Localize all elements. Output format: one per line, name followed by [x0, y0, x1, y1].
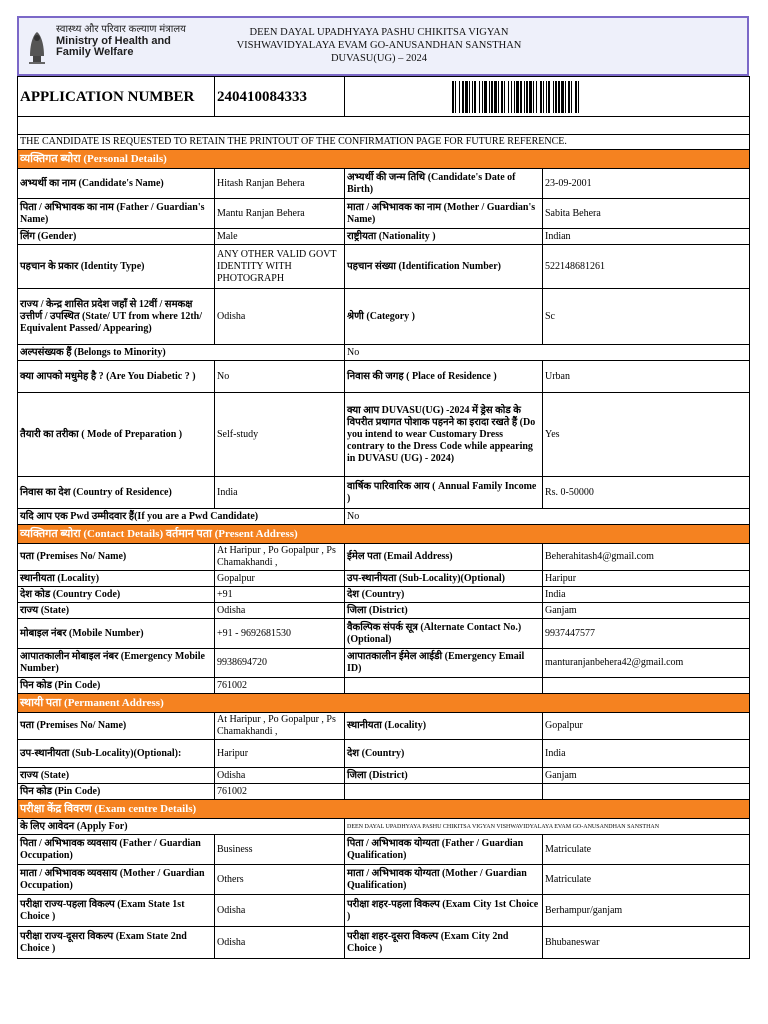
minority-label: अल्पसंख्यक हैं (Belongs to Minority): [18, 345, 345, 361]
apply-for-label: के लिए आवेदन (Apply For): [18, 819, 345, 835]
application-number-value: 240410084333: [215, 77, 345, 117]
preparation-mode-label: तैयारी का तरीका ( Mode of Preparation ): [18, 393, 215, 477]
pwd-value: No: [345, 509, 750, 525]
father-name-label: पिता / अभिभावक का नाम (Father / Guardian's Name): [18, 199, 215, 229]
nationality-value: Indian: [543, 229, 750, 245]
state-12th-value: Odisha: [215, 289, 345, 345]
permanent-district-label: जिला (District): [345, 768, 543, 784]
present-state-label: राज्य (State): [18, 603, 215, 619]
annual-income-label: वार्षिक पारिवारिक आय ( Annual Family Income ): [345, 477, 543, 509]
national-emblem-icon: [26, 26, 48, 66]
apply-for-value: DEEN DAYAL UPADHYAYA PASHU CHIKITSA VIGYAN VISHWAVIDYALAYA EVAM GO-ANUSANDHAN SANSTHAN: [345, 819, 750, 835]
exam-city-2-label: परीक्षा शहर-दूसरा विकल्प (Exam City 2nd Choice ): [345, 927, 543, 959]
mobile-label: मोबाइल नंबर (Mobile Number): [18, 619, 215, 649]
application-number-label: APPLICATION NUMBER: [18, 77, 215, 117]
present-locality-value: Gopalpur: [215, 571, 345, 587]
email-label: ईमेल पता (Email Address): [345, 544, 543, 571]
empty-cell: [345, 784, 543, 800]
exam-state-2-label: परीक्षा राज्य-दूसरा विकल्प (Exam State 2nd Choice ): [18, 927, 215, 959]
exam-city-1-label: परीक्षा शहर-पहला विकल्प (Exam City 1st Choice ): [345, 895, 543, 927]
father-occupation-value: Business: [215, 835, 345, 865]
permanent-premises-value: At Haripur , Po Gopalpur , Ps Chamakhandi ,: [215, 713, 345, 740]
emergency-mobile-label: आपातकालीन मोबाइल नंबर (Emergency Mobile Number): [18, 649, 215, 678]
barcode-stripe: [579, 81, 581, 113]
empty-cell: [543, 678, 750, 694]
present-pin-value: 761002: [215, 678, 345, 694]
pwd-label: यदि आप एक Pwd उम्मीदवार हैं(If you are a Pwd Candidate): [18, 509, 345, 525]
present-district-label: जिला (District): [345, 603, 543, 619]
mother-name-label: माता / अभिभावक का नाम (Mother / Guardian's Name): [345, 199, 543, 229]
exam-state-1-label: परीक्षा राज्य-पहला विकल्प (Exam State 1st Choice ): [18, 895, 215, 927]
identity-type-label: पहचान के प्रकार (Identity Type): [18, 245, 215, 289]
exam-state-2-value: Odisha: [215, 927, 345, 959]
present-locality-label: स्थानीयता (Locality): [18, 571, 215, 587]
permanent-district-value: Ganjam: [543, 768, 750, 784]
exam-state-1-value: Odisha: [215, 895, 345, 927]
diabetic-label: क्या आपको मधुमेह है ? (Are You Diabetic ? ): [18, 361, 215, 393]
state-12th-label: राज्य / केन्द्र शासित प्रदेश जहाँ से 12वीं / समकक्ष उत्तीर्ण / उपस्थित (State/ UT from where 12th/ Equivalent Passed/ Appearing): [18, 289, 215, 345]
candidate-name-value: Hitash Ranjan Behera: [215, 169, 345, 199]
emergency-email-label: आपातकालीन ईमेल आईडी (Emergency Email ID): [345, 649, 543, 678]
residence-place-value: Urban: [543, 361, 750, 393]
university-title: [199, 26, 559, 65]
ministry-english-2: Family Welfare: [56, 46, 134, 58]
permanent-premises-label: पता (Premises No/ Name): [18, 713, 215, 740]
customary-dress-label: क्या आप DUVASU(UG) -2024 में ड्रेस कोड के विपरीत प्रथागत पोशाक पहनने का इरादा रखते हैं (Do you intend to wear Customary Dress contrary to the Dress Code while appearing in DUVASU (UG) - 2024): [345, 393, 543, 477]
nationality-label: राष्ट्रीयता (Nationality ): [345, 229, 543, 245]
permanent-pin-value: 761002: [215, 784, 345, 800]
dob-value: 23-09-2001: [543, 169, 750, 199]
father-qualification-value: Matriculate: [543, 835, 750, 865]
permanent-sublocality-value: Haripur: [215, 740, 345, 768]
country-residence-value: India: [215, 477, 345, 509]
university-line-3: DUVASU(UG) – 2024: [330, 53, 428, 64]
customary-dress-value: Yes: [543, 393, 750, 477]
minority-value: No: [345, 345, 750, 361]
mother-qualification-value: Matriculate: [543, 865, 750, 895]
father-occupation-label: पिता / अभिभावक व्यवसाय (Father / Guardian Occupation): [18, 835, 215, 865]
mother-qualification-label: माता / अभिभावक योग्यता (Mother / Guardian Qualification): [345, 865, 543, 895]
university-line-2: VISHWAVIDYALAYA EVAM GO-ANUSANDHAN SANSTHAN: [236, 40, 522, 51]
permanent-sublocality-label: उप-स्थानीयता (Sub-Locality)(Optional):: [18, 740, 215, 768]
email-value: Beherahitash4@gmail.com: [543, 544, 750, 571]
permanent-locality-value: Gopalpur: [543, 713, 750, 740]
present-pin-label: पिन कोड (Pin Code): [18, 678, 215, 694]
candidate-name-label: अभ्यर्थी का नाम (Candidate's Name): [18, 169, 215, 199]
confirmation-table: [17, 76, 750, 959]
category-label: श्रेणी (Category ): [345, 289, 543, 345]
present-country-value: India: [543, 587, 750, 603]
alternate-contact-value: 9937447577: [543, 619, 750, 649]
dob-label: अभ्यर्थी की जन्म तिथि (Candidate's Date of Birth): [345, 169, 543, 199]
emergency-email-value: manturanjanbehera42@gmail.com: [543, 649, 750, 678]
present-sublocality-label: उप-स्थानीयता (Sub-Locality)(Optional): [345, 571, 543, 587]
mother-occupation-label: माता / अभिभावक व्यवसाय (Mother / Guardian Occupation): [18, 865, 215, 895]
page-header: [17, 16, 749, 76]
barcode-cell: [345, 77, 750, 117]
permanent-state-value: Odisha: [215, 768, 345, 784]
section-contact-details: व्यक्तिगत ब्योरा (Contact Details) वर्तमान पता (Present Address): [18, 525, 750, 544]
identity-type-value: ANY OTHER VALID GOVT IDENTITY WITH PHOTOGRAPH: [215, 245, 345, 289]
permanent-locality-label: स्थानीयता (Locality): [345, 713, 543, 740]
present-country-label: देश (Country): [345, 587, 543, 603]
section-exam-centre: परीक्षा केंद्र विवरण (Exam centre Details): [18, 800, 750, 819]
empty-cell: [543, 784, 750, 800]
permanent-state-label: राज्य (State): [18, 768, 215, 784]
identification-number-value: 522148681261: [543, 245, 750, 289]
present-premises-label: पता (Premises No/ Name): [18, 544, 215, 571]
alternate-contact-label: वैकल्पिक संपर्क सूत्र (Alternate Contact No.) (Optional): [345, 619, 543, 649]
ministry-logo-text: [56, 24, 186, 58]
section-permanent-address: स्थायी पता (Permanent Address): [18, 694, 750, 713]
permanent-country-value: India: [543, 740, 750, 768]
gender-label: लिंग (Gender): [18, 229, 215, 245]
exam-city-1-value: Berhampur/ganjam: [543, 895, 750, 927]
diabetic-value: No: [215, 361, 345, 393]
preparation-mode-value: Self-study: [215, 393, 345, 477]
retain-notice: THE CANDIDATE IS REQUESTED TO RETAIN THE PRINTOUT OF THE CONFIRMATION PAGE FOR FUTURE REFERENCE.: [18, 135, 750, 150]
permanent-pin-label: पिन कोड (Pin Code): [18, 784, 215, 800]
country-code-label: देश कोड (Country Code): [18, 587, 215, 603]
annual-income-value: Rs. 0-50000: [543, 477, 750, 509]
mother-name-value: Sabita Behera: [543, 199, 750, 229]
ministry-hindi: स्वास्थ्य और परिवार कल्याण मंत्रालय: [56, 24, 186, 35]
identification-number-label: पहचान संख्या (Identification Number): [345, 245, 543, 289]
application-row: [18, 77, 750, 117]
country-residence-label: निवास का देश (Country of Residence): [18, 477, 215, 509]
country-code-value: +91: [215, 587, 345, 603]
university-line-1: DEEN DAYAL UPADHYAYA PASHU CHIKITSA VIGYAN: [249, 27, 509, 38]
father-qualification-label: पिता / अभिभावक योग्यता (Father / Guardian Qualification): [345, 835, 543, 865]
residence-place-label: निवास की जगह ( Place of Residence ): [345, 361, 543, 393]
present-sublocality-value: Haripur: [543, 571, 750, 587]
present-state-value: Odisha: [215, 603, 345, 619]
exam-city-2-value: Bhubaneswar: [543, 927, 750, 959]
mother-occupation-value: Others: [215, 865, 345, 895]
section-personal-details: व्यक्तिगत ब्योरा (Personal Details): [18, 150, 750, 169]
ministry-english-1: Ministry of Health and: [56, 35, 171, 47]
spacer-row: [18, 117, 750, 135]
emergency-mobile-value: 9938694720: [215, 649, 345, 678]
mobile-value: +91 - 9692681530: [215, 619, 345, 649]
present-premises-value: At Haripur , Po Gopalpur , Ps Chamakhandi ,: [215, 544, 345, 571]
barcode: [452, 81, 742, 113]
empty-cell: [345, 678, 543, 694]
gender-value: Male: [215, 229, 345, 245]
father-name-value: Mantu Ranjan Behera: [215, 199, 345, 229]
category-value: Sc: [543, 289, 750, 345]
permanent-country-label: देश (Country): [345, 740, 543, 768]
present-district-value: Ganjam: [543, 603, 750, 619]
